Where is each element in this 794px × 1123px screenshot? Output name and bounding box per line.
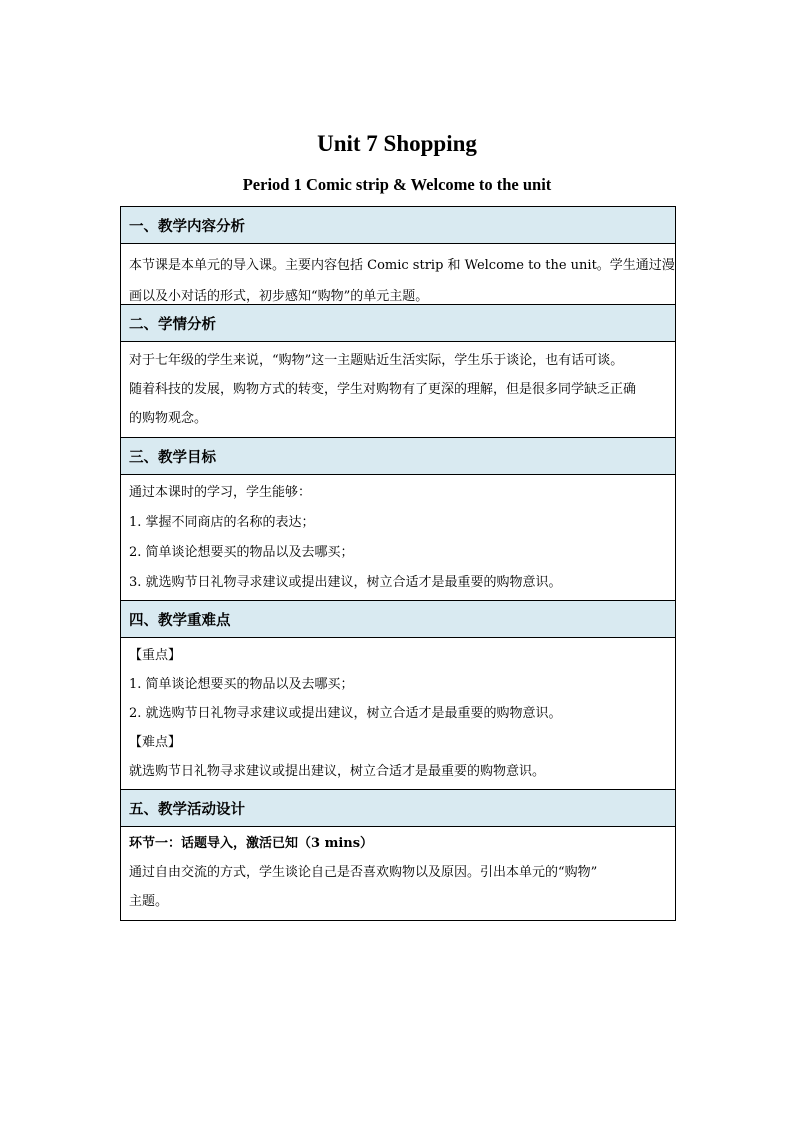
list-item: 1. 掌握不同商店的名称的表达； bbox=[129, 515, 315, 530]
section-heading-activity-design: 五、教学活动设计 bbox=[121, 790, 675, 827]
lesson-plan-table bbox=[120, 206, 676, 921]
section-body-key-difficult-points bbox=[121, 638, 675, 790]
section-body-activity-design bbox=[121, 827, 675, 920]
text-line: 对于七年级的学生来说，“购物”这一主题贴近生活实际，学生乐于谈论，也有话可谈。 bbox=[129, 353, 624, 368]
text-line: 主题。 bbox=[129, 894, 169, 909]
document-subtitle: Period 1 Comic strip & Welcome to the unit bbox=[242, 175, 552, 194]
text-line: 画以及小对话的形式，初步感知“购物”的单元主题。 bbox=[129, 289, 429, 304]
key-points-label: 【重点】 bbox=[129, 648, 182, 663]
text-line: 随着科技的发展，购物方式的转变，学生对购物有了更深的理解，但是很多同学缺乏正确 bbox=[129, 382, 637, 397]
section-heading-content-analysis: 一、教学内容分析 bbox=[121, 207, 675, 244]
section-heading-teaching-objectives: 三、教学目标 bbox=[121, 438, 675, 475]
difficult-points-label: 【难点】 bbox=[129, 735, 182, 750]
list-item: 1. 简单谈论想要买的物品以及去哪买； bbox=[129, 677, 354, 692]
list-item: 2. 就选购节日礼物寻求建议或提出建议，树立合适才是最重要的购物意识。 bbox=[129, 706, 562, 721]
activity-step-title: 环节一：话题导入，激活已知（3 mins） bbox=[129, 836, 374, 851]
section-body-student-analysis bbox=[121, 342, 675, 438]
text-line: 就选购节日礼物寻求建议或提出建议，树立合适才是最重要的购物意识。 bbox=[129, 764, 546, 779]
section-heading-key-difficult-points: 四、教学重难点 bbox=[121, 601, 675, 638]
text-line: 的购物观念。 bbox=[129, 411, 208, 426]
document-title: Unit 7 Shopping bbox=[317, 131, 477, 156]
text-line: 本节课是本单元的导入课。主要内容包括 Comic strip 和 Welcome to the unit。学生通过漫 bbox=[129, 258, 675, 273]
text-line: 通过自由交流的方式，学生谈论自己是否喜欢购物以及原因。引出本单元的“购物” bbox=[129, 865, 598, 880]
list-item: 2. 简单谈论想要买的物品以及去哪买； bbox=[129, 545, 354, 560]
section-body-content-analysis bbox=[121, 244, 675, 305]
text-line: 通过本课时的学习，学生能够： bbox=[129, 485, 312, 500]
section-body-teaching-objectives bbox=[121, 475, 675, 601]
list-item: 3. 就选购节日礼物寻求建议或提出建议，树立合适才是最重要的购物意识。 bbox=[129, 575, 562, 590]
section-heading-student-analysis: 二、学情分析 bbox=[121, 305, 675, 342]
